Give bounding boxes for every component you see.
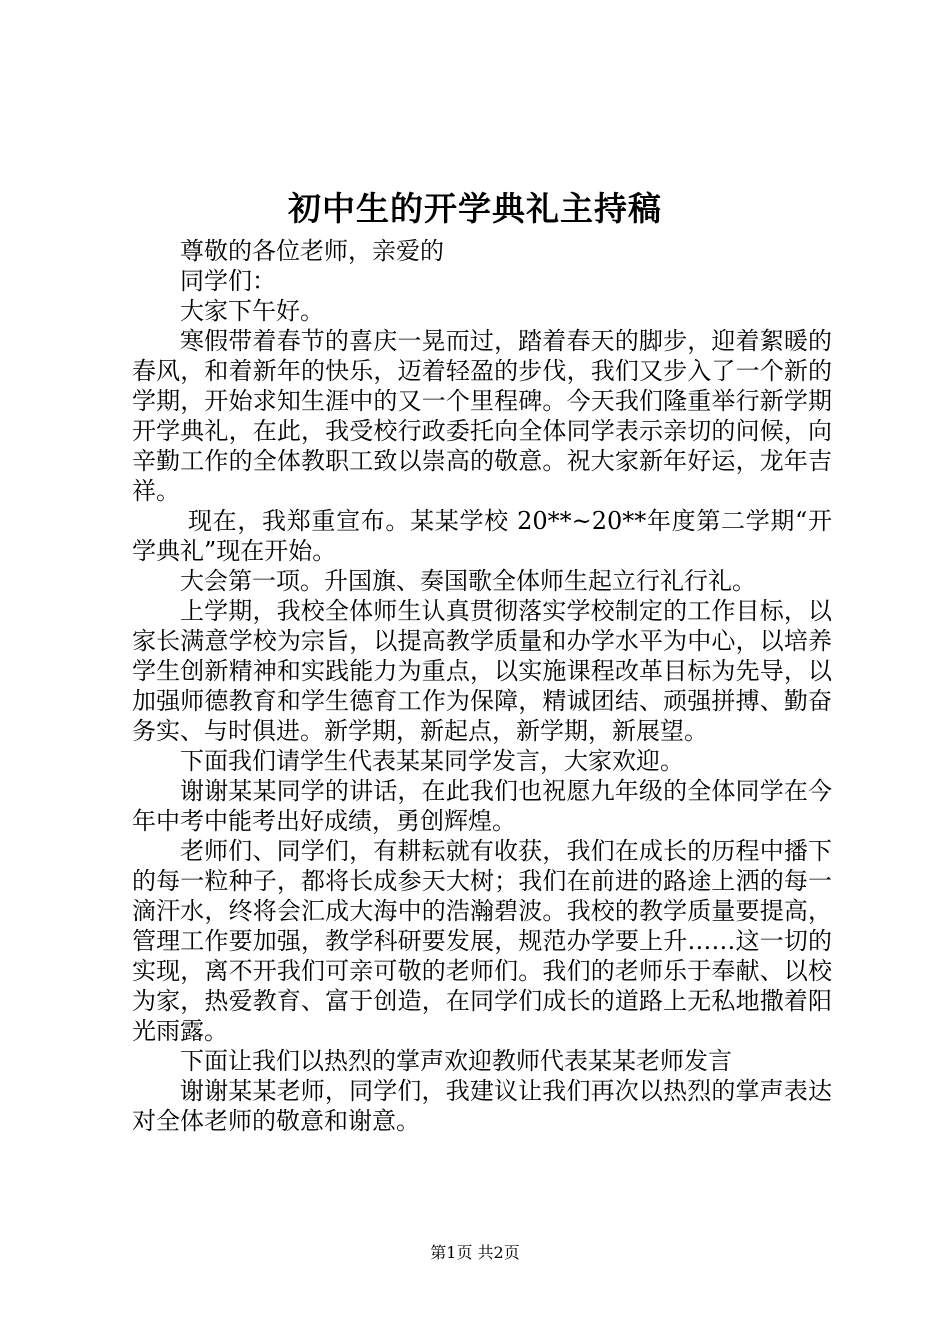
paragraph-greeting: 尊敬的各位老师，亲爱的 (180, 237, 444, 265)
paragraph-flag-raising: 大会第一项。升国旗、奏国歌全体师生起立行礼行礼。 (180, 567, 756, 595)
paragraph-teacher-speech: 下面让我们以热烈的掌声欢迎教师代表某某老师发言 (180, 1047, 732, 1075)
page-number-footer: 第1页 共2页 (430, 1243, 520, 1262)
document-title: 初中生的开学典礼主持稿 (288, 189, 662, 228)
paragraph-winter-break: 寒假带着春节的喜庆一晃而过，踏着春天的脚步，迎着絮暖的春风，和着新年的快乐，迈着轻盈的步伐，我们又步入了一个新的学期，开始求知生涯中的又一个里程碑。今天我们隆重举行新学期开学典礼，在此，我受校行政委托向全体同学表示亲切的问候，向辛勤工作的全体教职工致以崇高的敬意。祝大家新年好运，龙年吉祥。 (132, 327, 832, 505)
paragraph-thanks-teacher: 谢谢某某老师，同学们，我建议让我们再次以热烈的掌声表达对全体老师的敬意和谢意。 (132, 1077, 832, 1135)
paragraph-salutation: 同学们： (180, 267, 276, 295)
document-body (132, 236, 832, 1136)
paragraph-announcement: 现在，我郑重宣布。某某学校 20**~20**年度第二学期“开学典礼”现在开始。 (132, 507, 832, 565)
paragraph-student-speech: 下面我们请学生代表某某同学发言，大家欢迎。 (180, 747, 684, 775)
paragraph-thanks-student: 谢谢某某同学的讲话，在此我们也祝愿九年级的全体同学在今年中考中能考出好成绩，勇创辉煌。 (132, 777, 832, 835)
paragraph-teachers: 老师们、同学们，有耕耘就有收获，我们在成长的历程中播下的每一粒种子，都将长成参天大树；我们在前进的路途上洒的每一滴汗水，终将会汇成大海中的浩瀚碧波。我校的教学质量要提高，管理工作要加强，教学科研要发展，规范办学要上升……这一切的实现，离不开我们可亲可敬的老师们。我们的老师乐于奉献、以校为家，热爱教育、富于创造，在同学们成长的道路上无私地撒着阳光雨露。 (132, 837, 832, 1045)
paragraph-last-semester: 上学期，我校全体师生认真贯彻落实学校制定的工作目标，以家长满意学校为宗旨，以提高教学质量和办学水平为中心，以培养学生创新精神和实践能力为重点，以实施课程改革目标为先导，以加强师德教育和学生德育工作为保障，精诚团结、顽强拼搏、勤奋务实、与时俱进。新学期，新起点，新学期，新展望。 (132, 597, 832, 745)
paragraph-good-afternoon: 大家下午好。 (180, 297, 324, 325)
